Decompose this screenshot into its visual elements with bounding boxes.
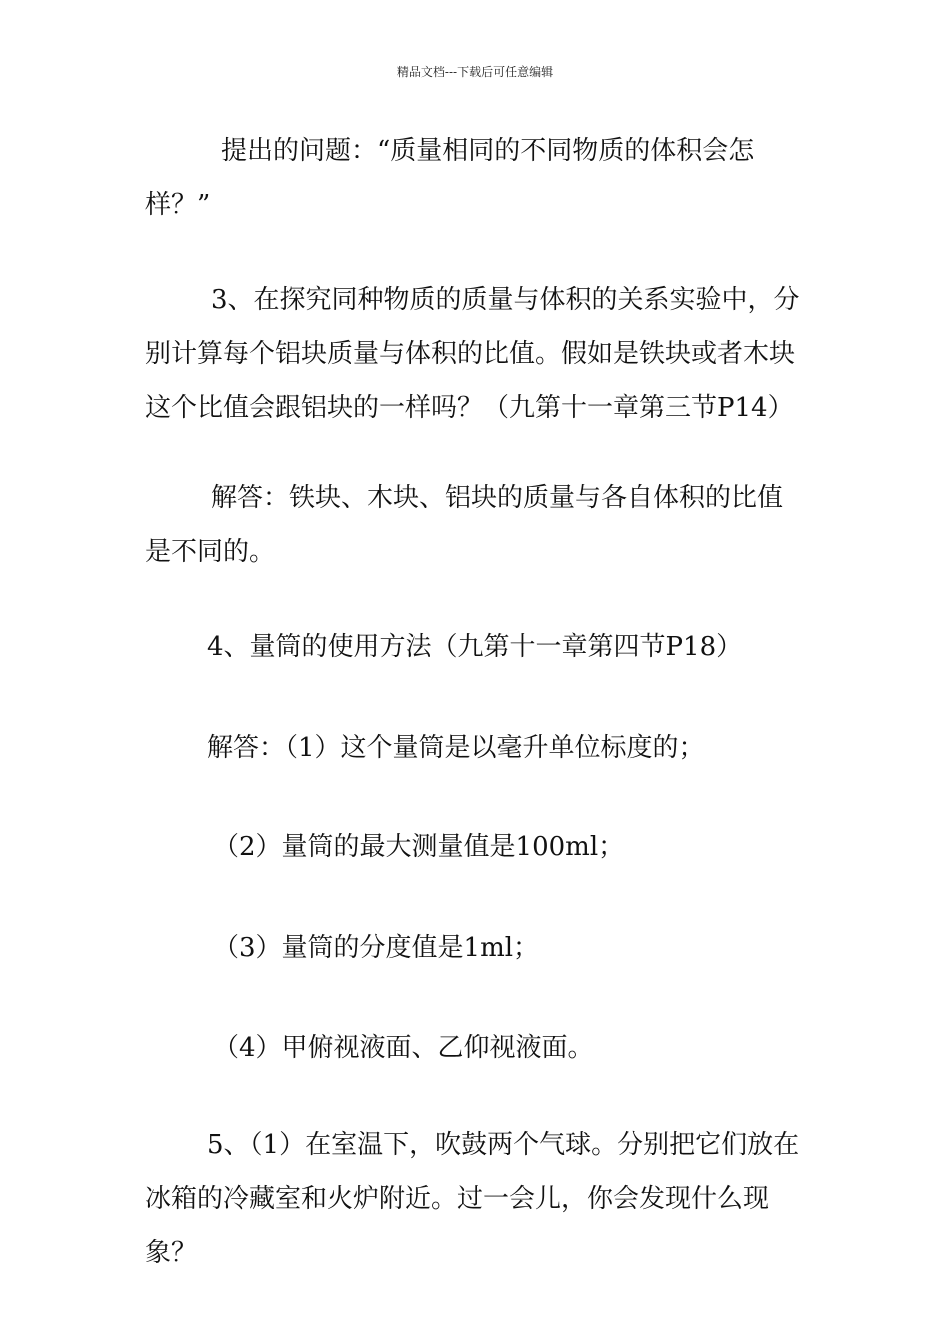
page-header: 精品文档---下载后可任意编辑 <box>396 65 554 79</box>
question-text-paragraph: 提出的问题：“质量相同的不同物质的体积会怎样？” <box>145 136 755 220</box>
question-4-paragraph: 4、量筒的使用方法（九第十一章第四节P18） <box>207 632 743 662</box>
question-3-paragraph: 3、在探究同种物质的质量与体积的关系实验中，分别计算每个铝块质量与体积的比值。假如是铁块或者木块这个比值会跟铝块的一样吗？（九第十一章第三节P14） <box>145 285 800 423</box>
answer-4-line-2: （2）量筒的最大测量值是100ml； <box>213 832 625 862</box>
answer-4-line-4: （4）甲俯视液面、乙仰视液面。 <box>213 1033 594 1063</box>
question-5-paragraph: 5、（1）在室温下，吹鼓两个气球。分别把它们放在冰箱的冷藏室和火炉附近。过一会儿，你会发现什么现象？ <box>145 1130 800 1268</box>
answer-3-paragraph: 解答：铁块、木块、铝块的质量与各自体积的比值是不同的。 <box>145 483 784 567</box>
answer-4-line-1: 解答：（1）这个量筒是以毫升单位标度的； <box>207 733 705 763</box>
answer-4-line-3: （3）量筒的分度值是1ml； <box>213 933 540 963</box>
